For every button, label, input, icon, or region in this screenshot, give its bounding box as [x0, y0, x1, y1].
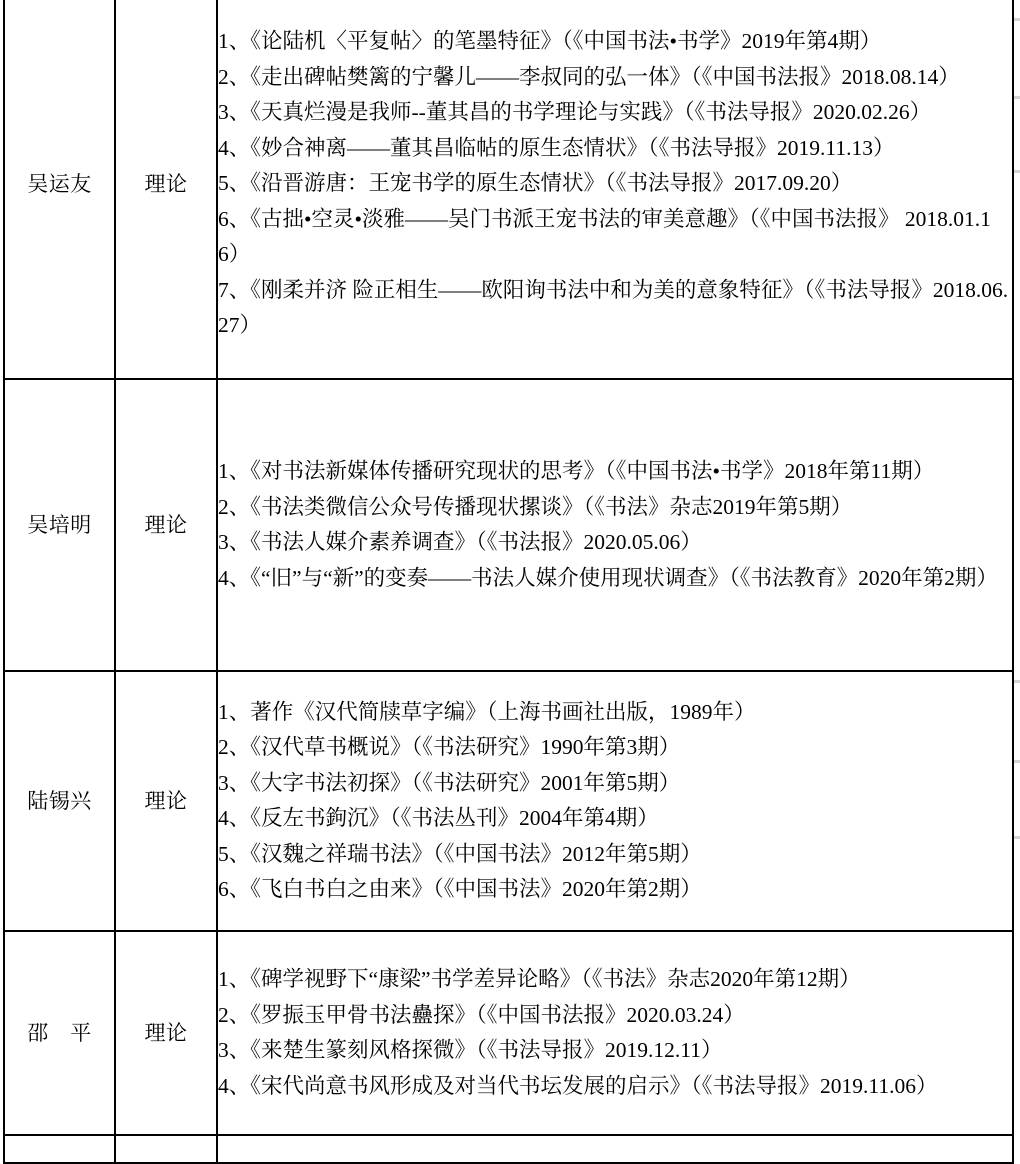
margin-tick	[1013, 760, 1020, 763]
margin-tick	[1013, 96, 1020, 99]
work-item: 4、《妙合神离——董其昌临帖的原生态情状》（《书法导报》2019.11.13）	[218, 135, 895, 160]
work-item: 3、《来楚生篆刻风格探微》（《书法导报》2019.12.11）	[218, 1038, 723, 1062]
table-row	[4, 671, 1013, 931]
work-item: 4、《“旧”与“新”的变奏——书法人媒介使用现状调查》（《书法教育》2020年第2期）	[218, 565, 998, 590]
works-list-cell	[217, 931, 1013, 1135]
author-name-cell	[4, 1135, 115, 1163]
author-name-cell: 陆锡兴	[4, 671, 115, 931]
work-item: 3、《天真烂漫是我师--董其昌的书学理论与实践》（《书法导报》2020.02.26）	[218, 100, 932, 125]
work-item: 1、著作《汉代简牍草字编》（上海书画社出版，1989年）	[218, 699, 756, 724]
author-name-cell: 邵 平	[4, 931, 115, 1135]
author-name-cell: 吴培明	[4, 379, 115, 671]
work-item: 1、《对书法新媒体传播研究现状的思考》（《中国书法•书学》2018年第11期）	[218, 459, 935, 483]
work-item: 2、《罗振玉甲骨书法蠱探》（《中国书法报》2020.03.24）	[218, 1002, 745, 1027]
page-margin-ticks	[1013, 0, 1020, 1162]
work-item: 1、《论陆机〈平复帖〉的笔墨特征》（《中国书法•书学》2019年第4期）	[218, 29, 882, 54]
works-list-cell	[217, 0, 1013, 379]
work-item: 2、《汉代草书概说》（《书法研究》1990年第3期）	[218, 735, 681, 759]
work-item: 4、《反左书鉤沉》（《书法丛刊》2004年第4期）	[218, 806, 659, 830]
table-row	[4, 379, 1013, 671]
margin-tick	[1013, 836, 1020, 839]
author-name-cell: 吴运友	[4, 0, 115, 379]
work-item: 5、《汉魏之祥瑞书法》（《中国书法》2012年第5期）	[218, 841, 702, 866]
table-row	[4, 0, 1013, 379]
work-item: 6、《飞白书白之由来》（《中国书法》2020年第2期）	[218, 877, 702, 901]
publications-table	[3, 0, 1014, 1164]
work-item: 7、《刚柔并济 险正相生——欧阳询书法中和为美的意象特征》（《书法导报》2018.06.27）	[218, 277, 1009, 338]
category-cell: 理论	[115, 931, 217, 1135]
category-cell: 理论	[115, 671, 217, 931]
works-list-cell	[217, 671, 1013, 931]
margin-tick	[1013, 170, 1020, 173]
work-item: 4、《宋代尚意书风形成及对当代书坛发展的启示》（《书法导报》2019.11.06）	[218, 1073, 938, 1098]
work-item: 3、《大字书法初探》（《书法研究》2001年第5期）	[218, 770, 681, 795]
margin-tick	[1013, 18, 1020, 21]
category-cell: 理论	[115, 379, 217, 671]
work-item: 2、《书法类微信公众号传播现状摞谈》（《书法》杂志2019年第5期）	[218, 494, 853, 519]
work-item: 2、《走出碑帖樊篱的宁馨儿——李叔同的弘一体》（《中国书法报》2018.08.14）	[218, 64, 960, 89]
works-list-cell	[217, 379, 1013, 671]
category-cell	[115, 1135, 217, 1163]
work-item: 3、《书法人媒介素养调查》（《书法报》2020.05.06）	[218, 530, 702, 554]
table-row	[4, 931, 1013, 1135]
table-row	[4, 1135, 1013, 1163]
work-item: 5、《沿晋游唐：王宠书学的原生态情状》（《书法导报》2017.09.20）	[218, 171, 853, 196]
category-cell: 理论	[115, 0, 217, 379]
works-list-cell	[217, 1135, 1013, 1163]
margin-tick	[1013, 680, 1020, 683]
work-item: 1、《碑学视野下“康梁”书学差异论略》（《书法》杂志2020年第12期）	[218, 967, 861, 991]
work-item: 6、《古拙•空灵•淡雅——吴门书派王宠书法的审美意趣》（《中国书法报》 2018.01.16）	[218, 206, 991, 267]
